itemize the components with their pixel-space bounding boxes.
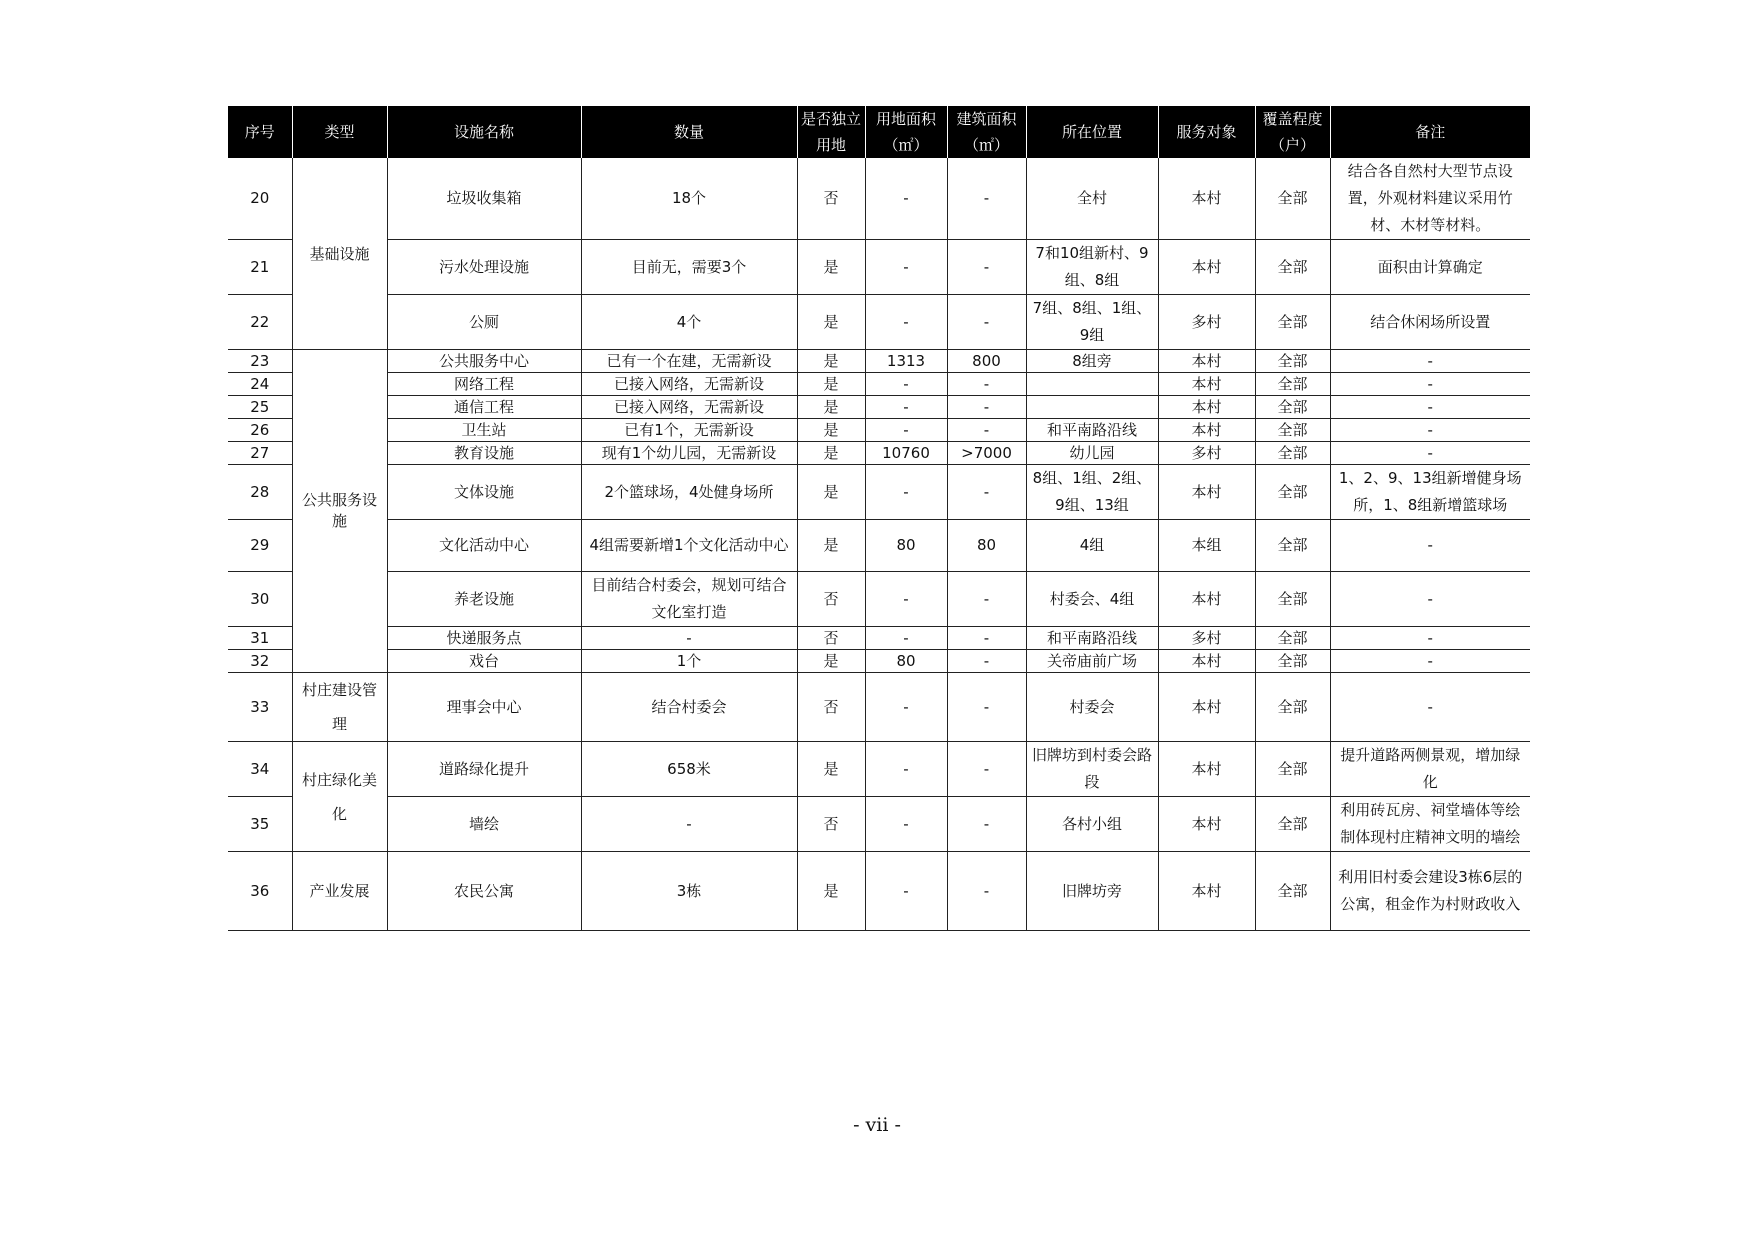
cell-no: 28 [228, 465, 292, 520]
cell-building-area: 800 [947, 350, 1026, 373]
cell-independent: 是 [797, 520, 865, 572]
header-independent: 是否独立用地 [797, 106, 865, 158]
cell-remark: 提升道路两侧景观，增加绿化 [1330, 742, 1530, 797]
cell-remark: - [1330, 373, 1530, 396]
facility-table [228, 106, 1530, 931]
cell-no: 35 [228, 797, 292, 852]
cell-building-area: - [947, 572, 1026, 627]
header-coverage: 覆盖程度（户） [1255, 106, 1330, 158]
cell-independent: 是 [797, 373, 865, 396]
cell-building-area: - [947, 627, 1026, 650]
cell-no: 32 [228, 650, 292, 673]
cell-land-area: - [865, 572, 947, 627]
cell-no: 34 [228, 742, 292, 797]
cell-building-area: - [947, 295, 1026, 350]
cell-building-area: - [947, 419, 1026, 442]
cell-remark: - [1330, 673, 1530, 742]
cell-coverage: 全部 [1255, 350, 1330, 373]
cell-service-target: 本村 [1158, 673, 1255, 742]
category-industry: 产业发展 [292, 852, 387, 931]
cell-land-area: - [865, 240, 947, 295]
cell-remark: - [1330, 627, 1530, 650]
cell-quantity: 目前无，需要3个 [581, 240, 797, 295]
cell-service-target: 本村 [1158, 373, 1255, 396]
cell-location: 村委会、4组 [1026, 572, 1158, 627]
cell-building-area: - [947, 673, 1026, 742]
cell-location: 和平南路沿线 [1026, 627, 1158, 650]
cell-no: 22 [228, 295, 292, 350]
cell-remark: - [1330, 650, 1530, 673]
cell-building-area: - [947, 240, 1026, 295]
cell-remark: 1、2、9、13组新增健身场所，1、8组新增篮球场 [1330, 465, 1530, 520]
cell-service-target: 本组 [1158, 520, 1255, 572]
cell-no: 26 [228, 419, 292, 442]
cell-location: 旧牌坊到村委会路段 [1026, 742, 1158, 797]
table-row [228, 650, 1530, 673]
cell-independent: 是 [797, 240, 865, 295]
cell-name: 卫生站 [387, 419, 581, 442]
cell-building-area: - [947, 650, 1026, 673]
cell-building-area: - [947, 852, 1026, 931]
cell-name: 垃圾收集箱 [387, 158, 581, 240]
table-row [228, 419, 1530, 442]
cell-independent: 否 [797, 572, 865, 627]
cell-location: 村委会 [1026, 673, 1158, 742]
cell-name: 通信工程 [387, 396, 581, 419]
table-row [228, 158, 1530, 240]
cell-name: 理事会中心 [387, 673, 581, 742]
cell-land-area: - [865, 852, 947, 931]
cell-land-area: - [865, 396, 947, 419]
cell-service-target: 本村 [1158, 572, 1255, 627]
category-public-service: 公共服务设施 [292, 350, 387, 673]
cell-name: 快递服务点 [387, 627, 581, 650]
page-number: - vii - [853, 1114, 901, 1136]
cell-service-target: 本村 [1158, 240, 1255, 295]
cell-independent: 是 [797, 295, 865, 350]
cell-remark: - [1330, 442, 1530, 465]
cell-name: 戏台 [387, 650, 581, 673]
cell-coverage: 全部 [1255, 673, 1330, 742]
cell-service-target: 本村 [1158, 465, 1255, 520]
cell-quantity: 658米 [581, 742, 797, 797]
cell-land-area: 80 [865, 650, 947, 673]
cell-coverage: 全部 [1255, 650, 1330, 673]
cell-coverage: 全部 [1255, 295, 1330, 350]
cell-remark: 利用砖瓦房、祠堂墙体等绘制体现村庄精神文明的墙绘 [1330, 797, 1530, 852]
cell-building-area: - [947, 797, 1026, 852]
cell-name: 公厕 [387, 295, 581, 350]
cell-independent: 是 [797, 650, 865, 673]
cell-service-target: 本村 [1158, 350, 1255, 373]
table-row [228, 572, 1530, 627]
cell-quantity: - [581, 627, 797, 650]
cell-independent: 是 [797, 396, 865, 419]
cell-name: 网络工程 [387, 373, 581, 396]
header-remark: 备注 [1330, 106, 1530, 158]
cell-location: 7和10组新村、9组、8组 [1026, 240, 1158, 295]
cell-no: 31 [228, 627, 292, 650]
cell-building-area: >7000 [947, 442, 1026, 465]
cell-location: 4组 [1026, 520, 1158, 572]
cell-name: 农民公寓 [387, 852, 581, 931]
cell-quantity: 已接入网络，无需新设 [581, 373, 797, 396]
cell-coverage: 全部 [1255, 572, 1330, 627]
cell-name: 污水处理设施 [387, 240, 581, 295]
cell-building-area: - [947, 396, 1026, 419]
table-row [228, 852, 1530, 931]
cell-quantity: - [581, 797, 797, 852]
cell-independent: 否 [797, 158, 865, 240]
cell-independent: 否 [797, 797, 865, 852]
cell-coverage: 全部 [1255, 396, 1330, 419]
cell-land-area: - [865, 373, 947, 396]
header-building-area: 建筑面积（㎡） [947, 106, 1026, 158]
category-infrastructure: 基础设施 [292, 158, 387, 350]
header-service-target: 服务对象 [1158, 106, 1255, 158]
cell-coverage: 全部 [1255, 742, 1330, 797]
cell-remark: - [1330, 350, 1530, 373]
cell-no: 25 [228, 396, 292, 419]
cell-independent: 是 [797, 442, 865, 465]
cell-name: 道路绿化提升 [387, 742, 581, 797]
cell-building-area: - [947, 465, 1026, 520]
cell-name: 养老设施 [387, 572, 581, 627]
cell-quantity: 4个 [581, 295, 797, 350]
cell-name: 文化活动中心 [387, 520, 581, 572]
cell-independent: 是 [797, 350, 865, 373]
cell-name: 公共服务中心 [387, 350, 581, 373]
header-name: 设施名称 [387, 106, 581, 158]
cell-quantity: 3栋 [581, 852, 797, 931]
cell-location: 7组、8组、1组、9组 [1026, 295, 1158, 350]
cell-independent: 是 [797, 742, 865, 797]
cell-land-area: 1313 [865, 350, 947, 373]
table-row [228, 797, 1530, 852]
table-header-row [228, 106, 1530, 158]
cell-location: 和平南路沿线 [1026, 419, 1158, 442]
cell-quantity: 现有1个幼儿园，无需新设 [581, 442, 797, 465]
cell-land-area: - [865, 797, 947, 852]
cell-land-area: - [865, 419, 947, 442]
header-type: 类型 [292, 106, 387, 158]
table-row [228, 295, 1530, 350]
table-row [228, 520, 1530, 572]
cell-building-area: - [947, 742, 1026, 797]
table-row [228, 396, 1530, 419]
cell-land-area: - [865, 627, 947, 650]
cell-location [1026, 373, 1158, 396]
cell-no: 20 [228, 158, 292, 240]
cell-independent: 是 [797, 465, 865, 520]
cell-quantity: 4组需要新增1个文化活动中心 [581, 520, 797, 572]
cell-remark: 结合休闲场所设置 [1330, 295, 1530, 350]
cell-quantity: 18个 [581, 158, 797, 240]
cell-service-target: 多村 [1158, 442, 1255, 465]
cell-no: 33 [228, 673, 292, 742]
cell-service-target: 本村 [1158, 650, 1255, 673]
cell-location: 8组旁 [1026, 350, 1158, 373]
cell-land-area: - [865, 742, 947, 797]
cell-land-area: - [865, 295, 947, 350]
cell-location [1026, 396, 1158, 419]
cell-no: 36 [228, 852, 292, 931]
cell-coverage: 全部 [1255, 465, 1330, 520]
cell-location: 全村 [1026, 158, 1158, 240]
cell-independent: 是 [797, 852, 865, 931]
cell-remark: - [1330, 572, 1530, 627]
cell-land-area: - [865, 465, 947, 520]
cell-building-area: 80 [947, 520, 1026, 572]
cell-land-area: 80 [865, 520, 947, 572]
cell-name: 文体设施 [387, 465, 581, 520]
cell-service-target: 本村 [1158, 396, 1255, 419]
cell-service-target: 本村 [1158, 797, 1255, 852]
cell-coverage: 全部 [1255, 158, 1330, 240]
cell-remark: - [1330, 520, 1530, 572]
table-row [228, 350, 1530, 373]
table-row [228, 442, 1530, 465]
table-row [228, 673, 1530, 742]
cell-coverage: 全部 [1255, 240, 1330, 295]
table-row [228, 240, 1530, 295]
table-row [228, 742, 1530, 797]
cell-coverage: 全部 [1255, 797, 1330, 852]
cell-service-target: 多村 [1158, 627, 1255, 650]
table-row [228, 627, 1530, 650]
cell-building-area: - [947, 158, 1026, 240]
cell-name: 墙绘 [387, 797, 581, 852]
cell-quantity: 已有一个在建，无需新设 [581, 350, 797, 373]
cell-land-area: 10760 [865, 442, 947, 465]
cell-name: 教育设施 [387, 442, 581, 465]
cell-coverage: 全部 [1255, 852, 1330, 931]
cell-location: 各村小组 [1026, 797, 1158, 852]
header-location: 所在位置 [1026, 106, 1158, 158]
cell-no: 24 [228, 373, 292, 396]
cell-service-target: 本村 [1158, 742, 1255, 797]
cell-coverage: 全部 [1255, 419, 1330, 442]
cell-quantity: 目前结合村委会，规划可结合文化室打造 [581, 572, 797, 627]
cell-independent: 否 [797, 673, 865, 742]
category-village-management: 村庄建设管理 [292, 673, 387, 742]
cell-remark: 面积由计算确定 [1330, 240, 1530, 295]
cell-coverage: 全部 [1255, 520, 1330, 572]
cell-service-target: 多村 [1158, 295, 1255, 350]
cell-service-target: 本村 [1158, 419, 1255, 442]
header-quantity: 数量 [581, 106, 797, 158]
cell-independent: 是 [797, 419, 865, 442]
cell-coverage: 全部 [1255, 627, 1330, 650]
cell-coverage: 全部 [1255, 373, 1330, 396]
cell-remark: - [1330, 396, 1530, 419]
table-row [228, 373, 1530, 396]
cell-remark: - [1330, 419, 1530, 442]
cell-no: 29 [228, 520, 292, 572]
cell-remark: 利用旧村委会建设3栋6层的公寓，租金作为村财政收入 [1330, 852, 1530, 931]
cell-location: 8组、1组、2组、9组、13组 [1026, 465, 1158, 520]
cell-quantity: 1个 [581, 650, 797, 673]
cell-quantity: 结合村委会 [581, 673, 797, 742]
cell-no: 23 [228, 350, 292, 373]
header-land-area: 用地面积（㎡） [865, 106, 947, 158]
cell-land-area: - [865, 673, 947, 742]
cell-quantity: 已有1个，无需新设 [581, 419, 797, 442]
cell-coverage: 全部 [1255, 442, 1330, 465]
cell-remark: 结合各自然村大型节点设置，外观材料建议采用竹材、木材等材料。 [1330, 158, 1530, 240]
cell-location: 关帝庙前广场 [1026, 650, 1158, 673]
cell-independent: 否 [797, 627, 865, 650]
cell-service-target: 本村 [1158, 158, 1255, 240]
cell-land-area: - [865, 158, 947, 240]
cell-no: 27 [228, 442, 292, 465]
cell-no: 21 [228, 240, 292, 295]
header-no: 序号 [228, 106, 292, 158]
cell-location: 旧牌坊旁 [1026, 852, 1158, 931]
cell-quantity: 2个篮球场，4处健身场所 [581, 465, 797, 520]
category-greening: 村庄绿化美化 [292, 742, 387, 852]
cell-no: 30 [228, 572, 292, 627]
cell-building-area: - [947, 373, 1026, 396]
cell-location: 幼儿园 [1026, 442, 1158, 465]
cell-quantity: 已接入网络，无需新设 [581, 396, 797, 419]
cell-service-target: 本村 [1158, 852, 1255, 931]
table-row [228, 465, 1530, 520]
